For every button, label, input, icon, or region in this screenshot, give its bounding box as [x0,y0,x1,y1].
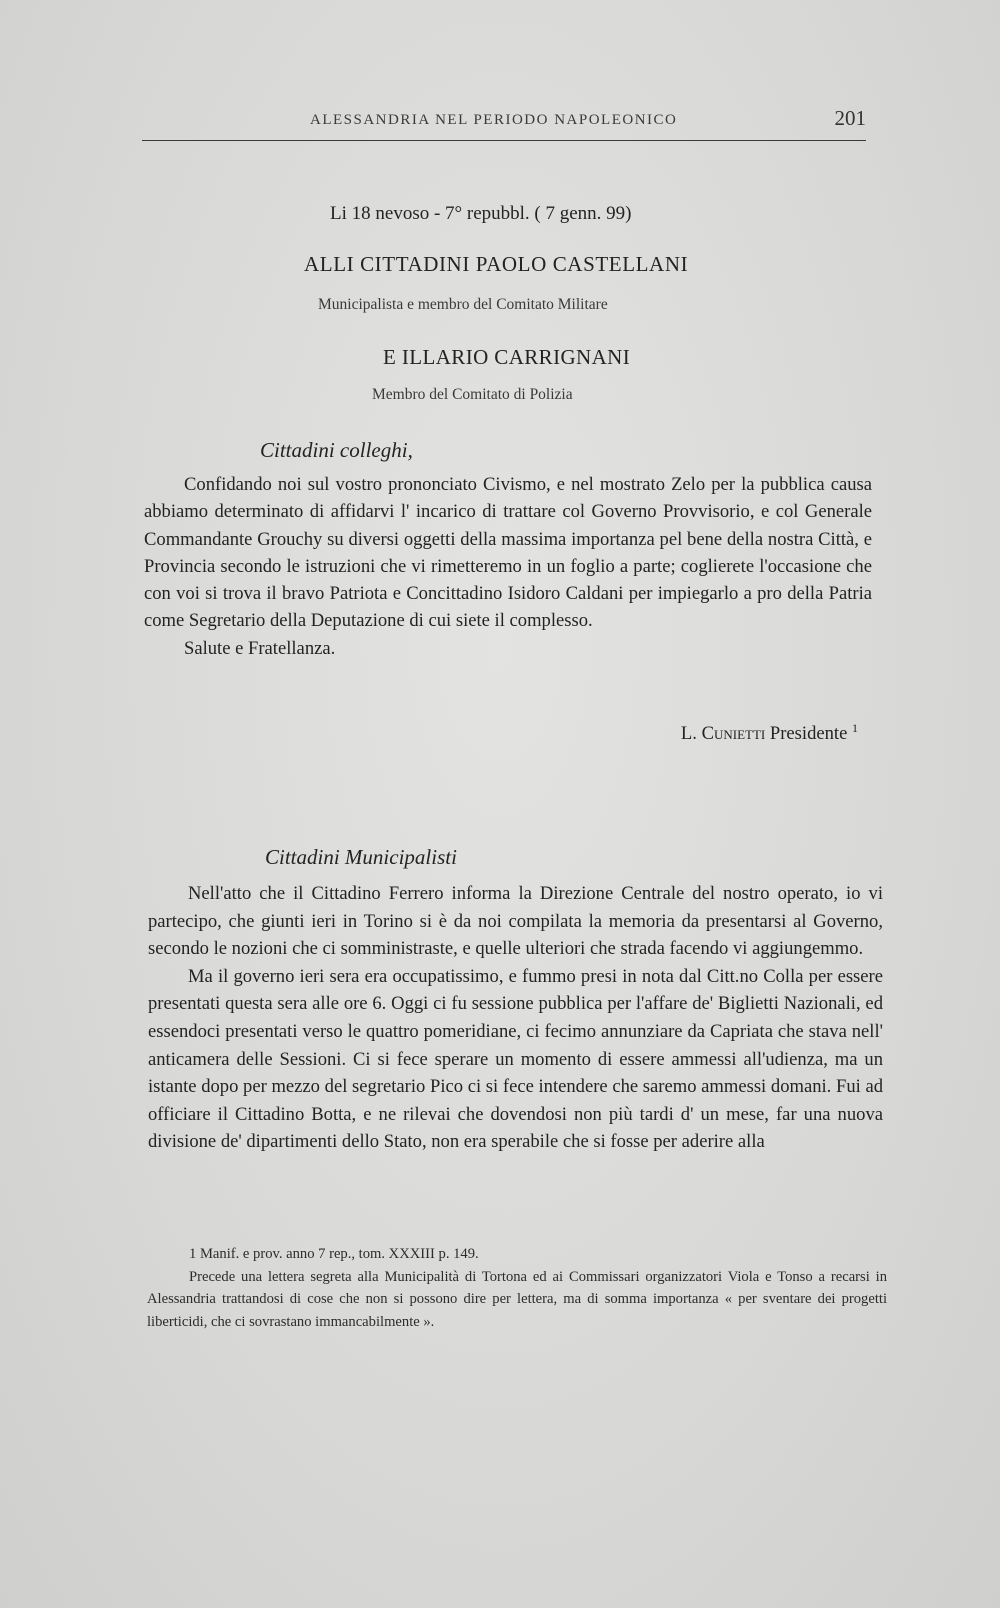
signature-name: Cunietti [701,723,766,744]
letter2-body [148,880,883,1156]
addressee-carrignani: E ILLARIO CARRIGNANI [383,345,631,369]
page-number: 201 [834,106,866,130]
footnotes [147,1243,887,1333]
running-title: ALESSANDRIA NEL PERIODO NAPOLEONICO [310,112,678,128]
letter2-salutation: Cittadini Municipalisti [265,845,457,869]
letter1-closing: Salute e Fratellanza. [184,637,336,659]
signature-initial: L. [680,723,697,744]
footnote-reference: 1 [852,720,858,735]
footnote-note: Precede una lettera segreta alla Municipalità di Tortona ed ai Commissari organizzatori Viola e Tonso a recarsi in Alessandria trattandosi di cose che non si possono dire per lettera, ma di somma importanza « per sventare dei progetti liberticidi, che ci sovrastano immancabilmente ». [147,1268,887,1330]
addressee-castellani-role: Municipalista e membro del Comitato Militare [318,296,608,313]
addressee-carrignani-role: Membro del Comitato di Polizia [372,386,573,403]
letter1-paragraph: Confidando noi sul vostro prononciato Civismo, e nel mostrato Zelo per la pubblica causa abbiamo determinato di affidarvi l' incarico di trattare col Governo Provvisorio, e col Generale Commandante Grouchy su diversi oggetti della massima importanza pel bene della nostra Città, e Provincia secondo le istruzioni che vi rimetteremo in un foglio a parte; coglierete l'occasione che con voi si trova il bravo Patriota e Concittadino Isidoro Caldani per impiegarlo a pro della Patria come Segretario della Deputazione di cui siete il complesso. [144,474,872,632]
letter1-salutation: Cittadini colleghi, [260,438,413,462]
page-header [142,104,866,141]
letter2-paragraph: Ma il governo ieri sera era occupatissimo, e fummo presi in nota dal Citt.no Colla per essere presentati questa sera alle ore 6. Oggi ci fu sessione pubblica per l'affare de' Biglietti Nazionali, ed essendoci presentati verso le quattro pomeridiane, ci fecimo annunziare da Capriata che stava nell' anticamera delle Sessioni. Ci si fece sperare un momento di essere ammessi all'udienza, ma un istante dopo per mezzo del segretario Pico ci si fece intendere che saremo ammessi domani. Fui ad officiare il Cittadino Botta, e ne rilevai che dovendosi non più tardi d' un mese, far una nuova divisione de' dipartimenti dello Stato, non era sperabile che si fosse per aderire alla [148,965,883,1153]
footnote-source: 1 Manif. e prov. anno 7 rep., tom. XXXIII p. 149. [189,1246,479,1262]
letter1-body [144,471,872,662]
signature-title: Presidente [769,723,848,744]
addressee-castellani: ALLI CITTADINI PAOLO CASTELLANI [304,252,689,276]
letter2-paragraph: Nell'atto che il Cittadino Ferrero informa la Direzione Centrale del nostro operato, io vi partecipo, che giunti ieri in Torino si è da noi compilata la memoria da presentarsi al Governo, secondo le nozioni che ci somministraste, e quelle ulteriori che strada facendo vi aggiungemmo. [148,883,883,960]
signature [680,720,858,745]
letter-date: Li 18 nevoso - 7° repubbl. ( 7 genn. 99) [330,203,632,224]
